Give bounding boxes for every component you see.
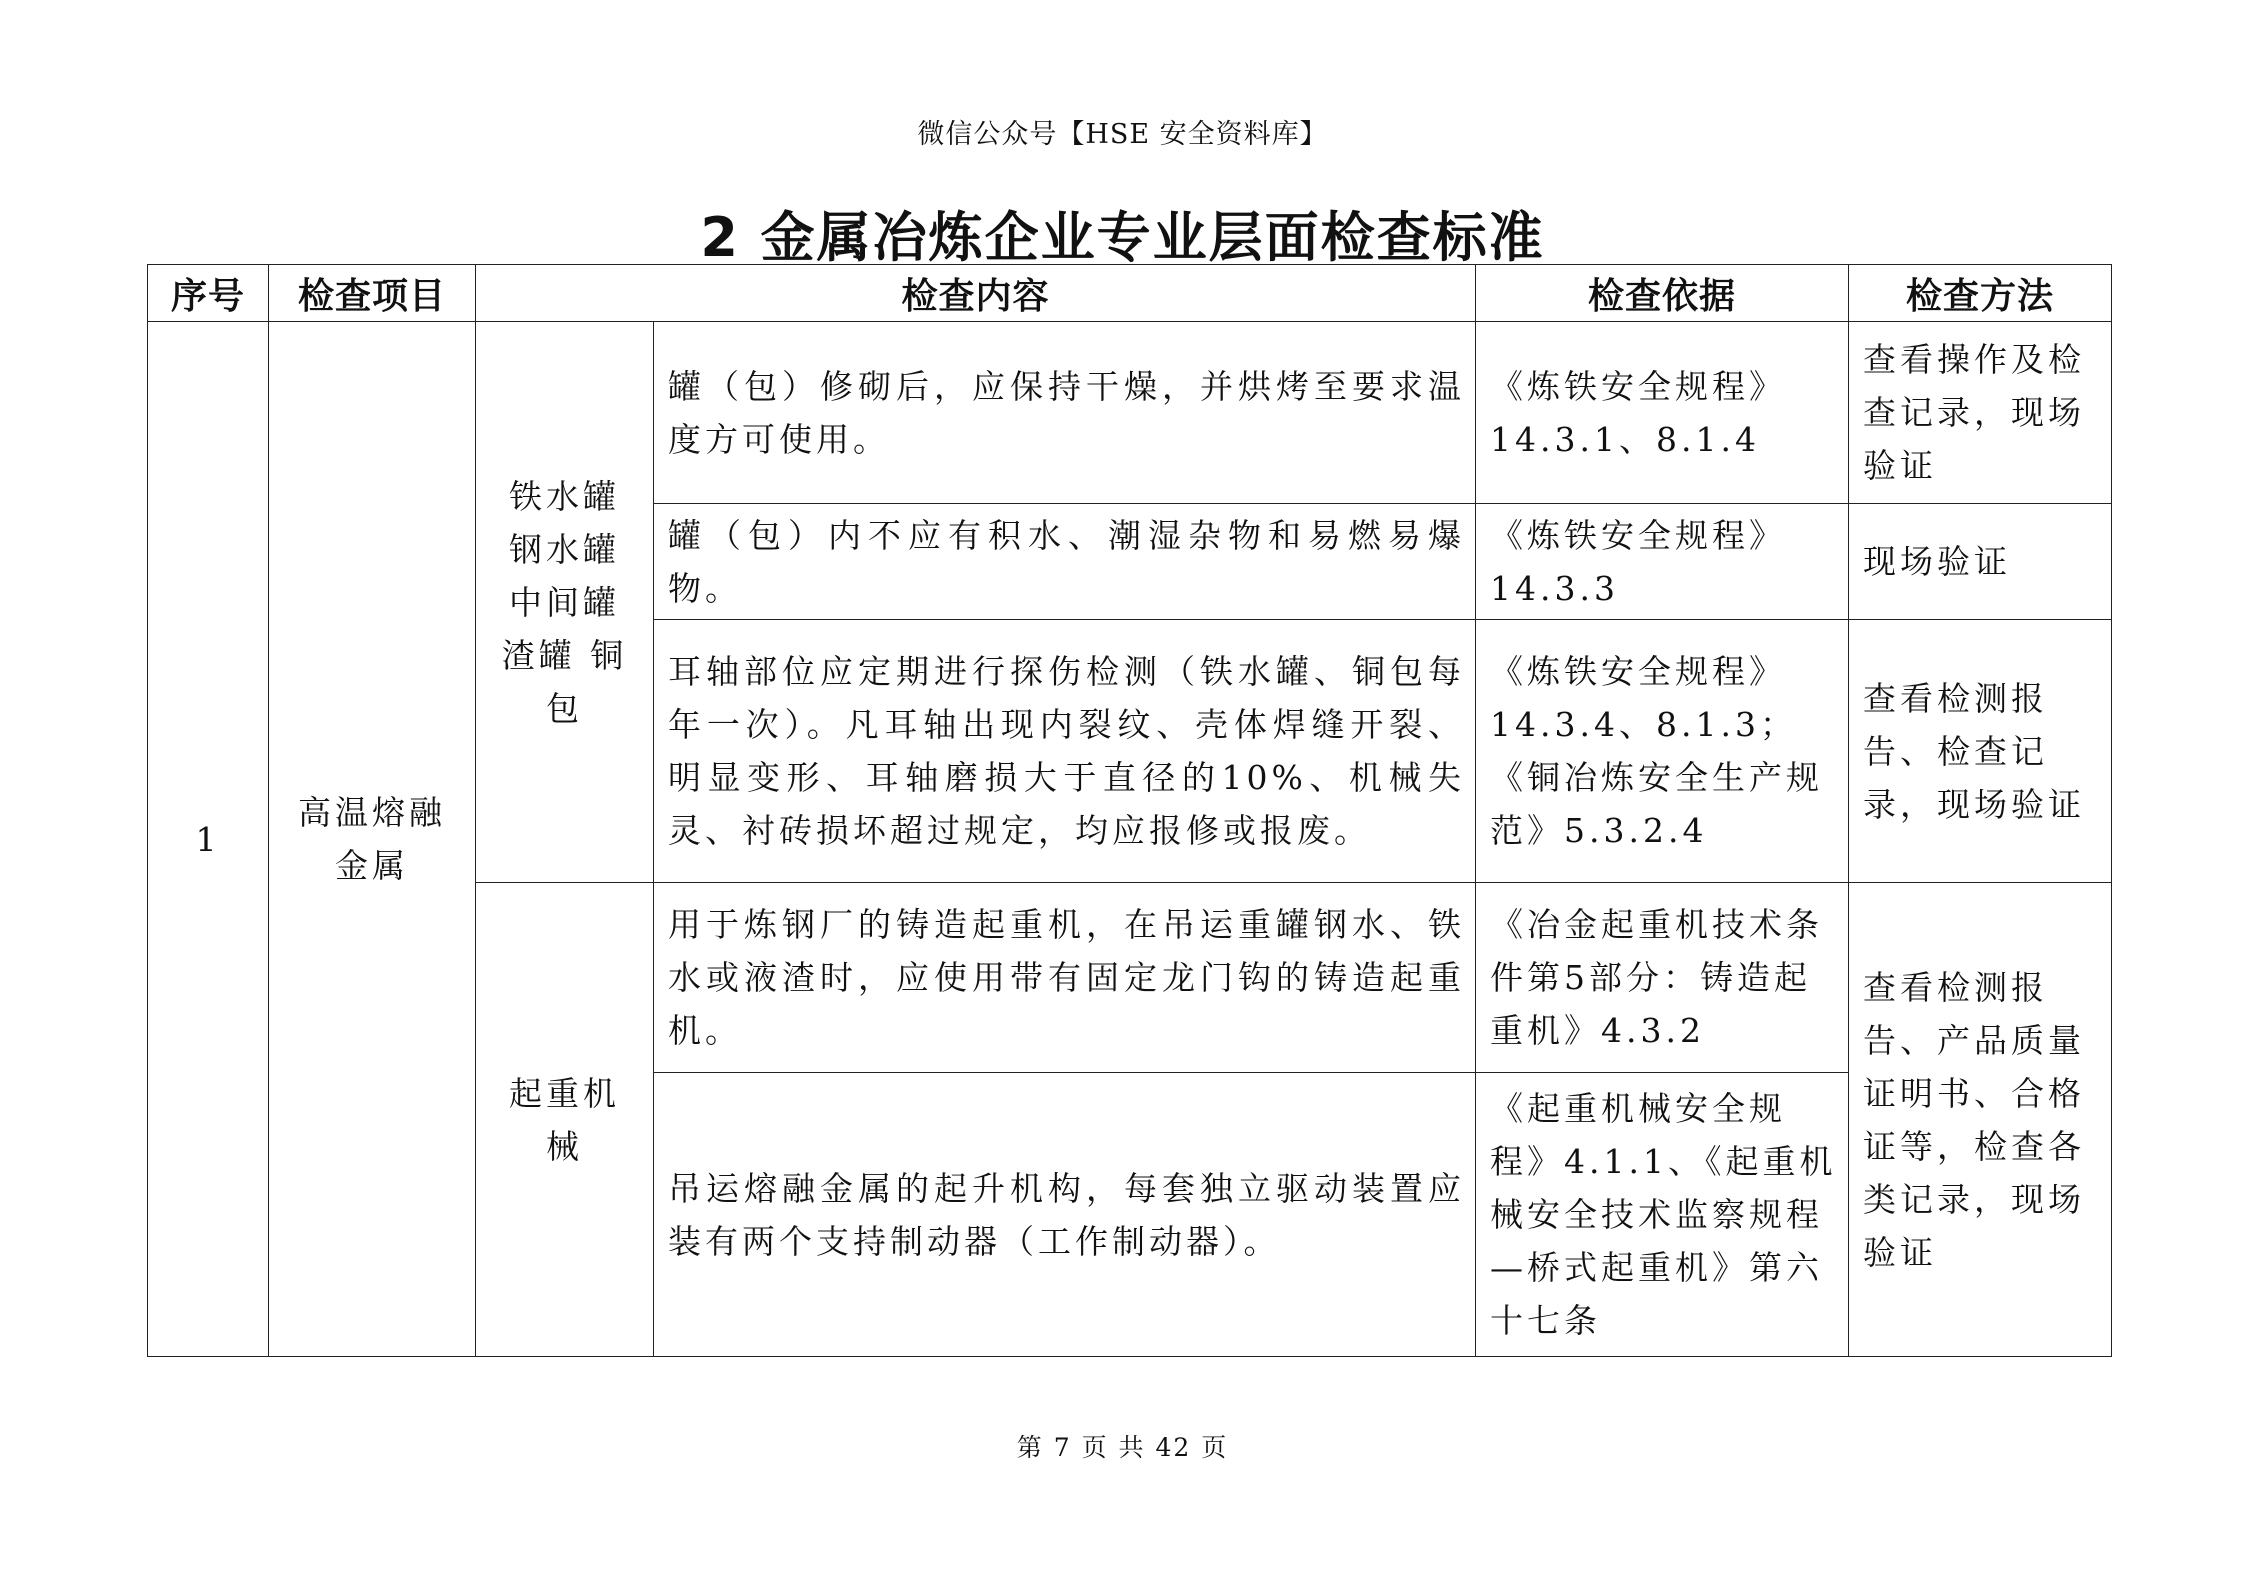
page-title: 2 金属冶炼企业专业层面检查标准 <box>700 206 1545 269</box>
cell-sub-crane: 起重机械 <box>476 883 654 1357</box>
header-basis: 检查依据 <box>1476 265 1849 322</box>
table-row <box>148 322 2112 504</box>
cell-content: 罐（包）修砌后，应保持干燥，并烘烤至要求温度方可使用。 <box>654 322 1476 504</box>
cell-content: 用于炼钢厂的铸造起重机，在吊运重罐钢水、铁水或液渣时，应使用带有固定龙门钩的铸造起重机。 <box>654 883 1476 1073</box>
table-header-row <box>148 265 2112 322</box>
cell-seq: 1 <box>148 322 269 1357</box>
inspection-table <box>147 264 2112 1357</box>
cell-basis: 《冶金起重机技术条件第5部分：铸造起重机》4.3.2 <box>1476 883 1849 1073</box>
page-footer: 第 7 页 共 42 页 <box>1016 1433 1229 1462</box>
cell-content: 吊运熔融金属的起升机构，每套独立驱动装置应装有两个支持制动器（工作制动器）。 <box>654 1073 1476 1357</box>
cell-content: 罐（包）内不应有积水、潮湿杂物和易燃易爆物。 <box>654 504 1476 620</box>
cell-item: 高温熔融金属 <box>269 322 476 1357</box>
cell-basis: 《炼铁安全规程》14.3.4、8.1.3；《铜冶炼安全生产规范》5.3.2.4 <box>1476 620 1849 883</box>
page-header: 微信公众号【HSE 安全资料库】 <box>917 119 1328 150</box>
header-seq: 序号 <box>148 265 269 322</box>
cell-basis: 《起重机械安全规程》4.1.1、《起重机械安全技术监察规程—桥式起重机》第六十七条 <box>1476 1073 1849 1357</box>
cell-basis: 《炼铁安全规程》14.3.3 <box>1476 504 1849 620</box>
cell-method: 现场验证 <box>1849 504 2112 620</box>
cell-basis: 《炼铁安全规程》14.3.1、8.1.4 <box>1476 322 1849 504</box>
cell-content: 耳轴部位应定期进行探伤检测（铁水罐、铜包每年一次）。凡耳轴出现内裂纹、壳体焊缝开裂、明显变形、耳轴磨损大于直径的10%、机械失灵、衬砖损坏超过规定，均应报修或报废。 <box>654 620 1476 883</box>
cell-method: 查看操作及检查记录，现场验证 <box>1849 322 2112 504</box>
cell-method: 查看检测报告、检查记录，现场验证 <box>1849 620 2112 883</box>
header-method: 检查方法 <box>1849 265 2112 322</box>
header-content: 检查内容 <box>476 265 1476 322</box>
header-item: 检查项目 <box>269 265 476 322</box>
cell-method-crane: 查看检测报告、产品质量证明书、合格证等，检查各类记录，现场验证 <box>1849 883 2112 1357</box>
cell-sub-ladle: 铁水罐 钢水罐 中间罐 渣罐 铜包 <box>476 322 654 883</box>
